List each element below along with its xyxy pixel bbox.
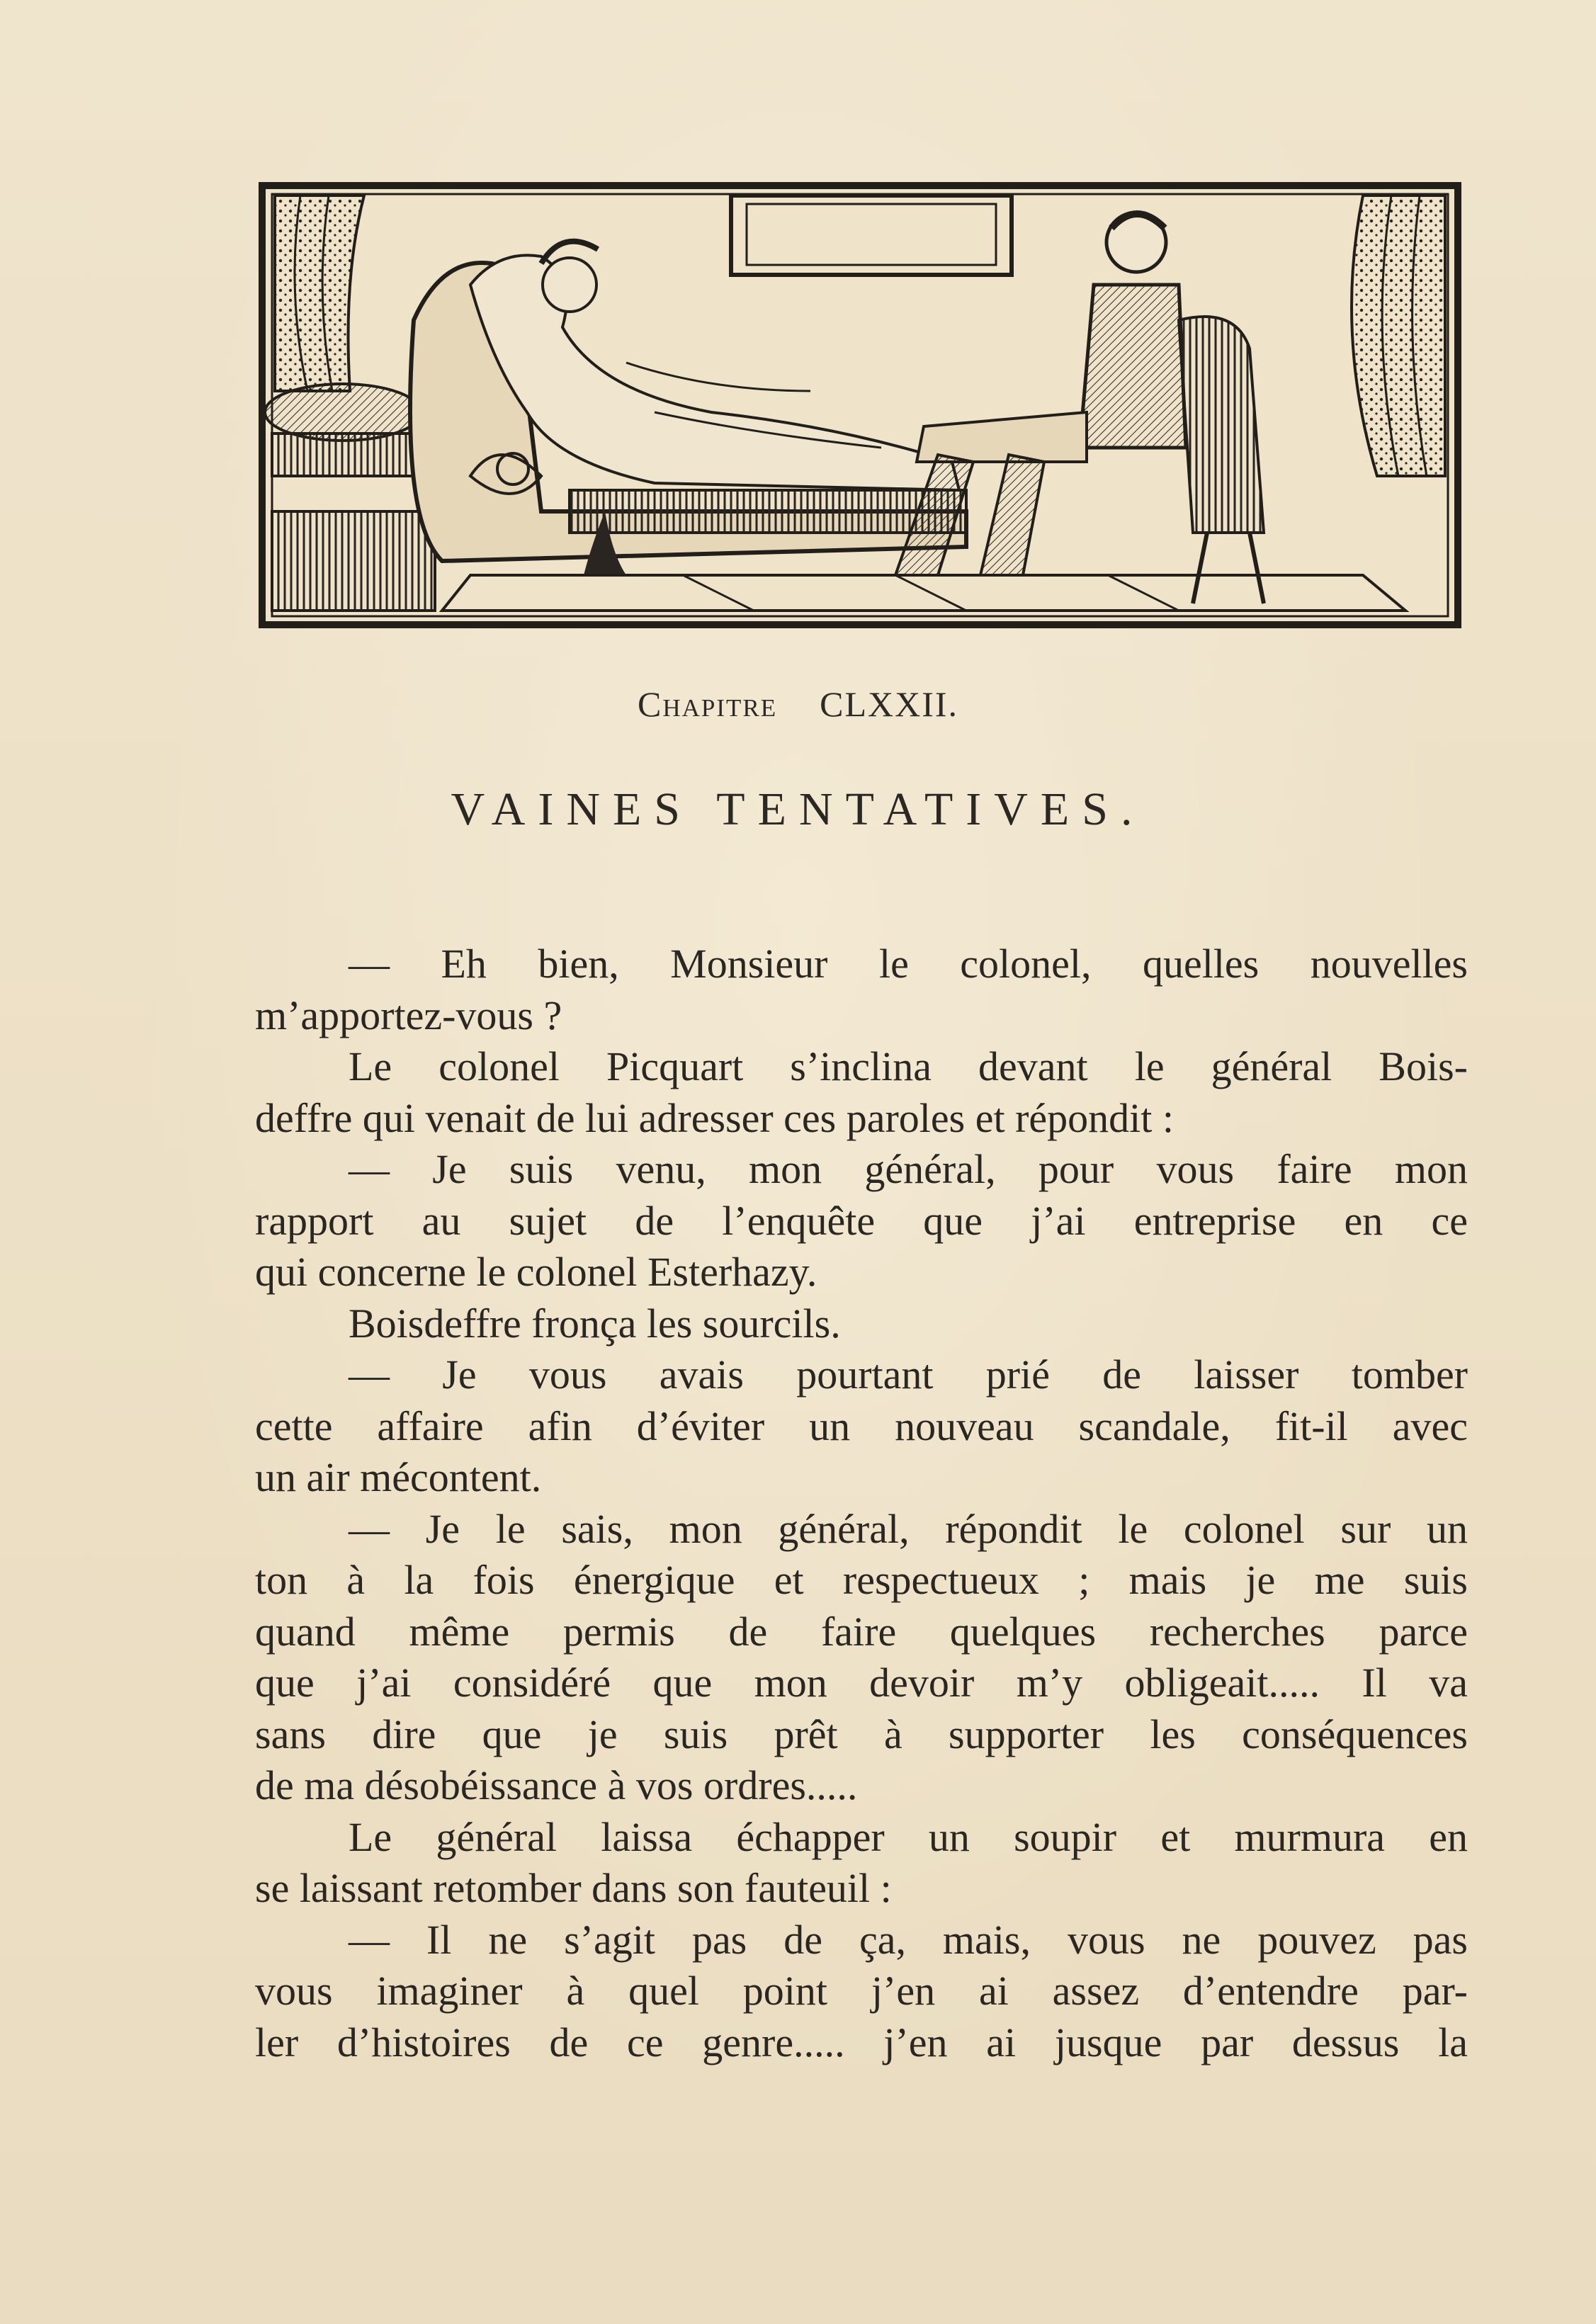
- text-line: — Il ne s’agit pas de ça, mais, vous ne pouvez pas: [349, 1916, 1468, 1963]
- text-line: sans dire que je suis prêt à supporter les conséquences: [255, 1711, 1468, 1757]
- engraving-illustration: [258, 178, 1462, 632]
- text-line: ler d’histoires de ce genre..... j’en ai jusque par dessus la: [255, 2019, 1468, 2065]
- text-line: rapport au sujet de l’enquête que j’ai entreprise en ce: [255, 1197, 1468, 1244]
- text-line: qui concerne le colonel Esterhazy.: [255, 1249, 817, 1295]
- text-line: vous imaginer à quel point j’en ai assez d’entendre par-: [255, 1968, 1468, 2014]
- text-line: quand même permis de faire quelques recherches parce: [255, 1608, 1468, 1655]
- text-line: ton à la fois énergique et respectueux ; mais je me suis: [255, 1557, 1468, 1603]
- text-line: — Eh bien, Monsieur le colonel, quelles nouvelles: [349, 941, 1468, 987]
- chapter-heading: [0, 684, 1596, 725]
- text-line: Boisdeffre fronça les sourcils.: [349, 1300, 841, 1347]
- chapter-label: Chapitre: [637, 684, 778, 724]
- text-line: deffre qui venait de lui adresser ces paroles et répondit :: [255, 1094, 1174, 1141]
- text-line: Le colonel Picquart s’inclina devant le général Bois-: [349, 1043, 1468, 1089]
- text-line: — Je le sais, mon général, répondit le colonel sur un: [349, 1505, 1468, 1552]
- text-line: se laissant retomber dans son fauteuil :: [255, 1865, 892, 1911]
- chapter-number: CLXXII.: [820, 684, 959, 724]
- text-line: — Je suis venu, mon général, pour vous faire mon: [349, 1146, 1468, 1192]
- body-text: [255, 939, 1468, 2068]
- text-line: un air mécontent.: [255, 1454, 542, 1500]
- text-line: — Je vous avais pourtant prié de laisser tomber: [349, 1351, 1468, 1398]
- engraving-vignette: [258, 178, 1462, 632]
- text-line: que j’ai considéré que mon devoir m’y obligeait..... Il va: [255, 1660, 1468, 1706]
- text-line: cette affaire afin d’éviter un nouveau scandale, fit-il avec: [255, 1402, 1468, 1449]
- text-line: Le général laissa échapper un soupir et murmura en: [349, 1813, 1468, 1860]
- chapter-title: VAINES TENTATIVES.: [451, 783, 1145, 835]
- text-line: m’apportez-vous ?: [255, 992, 562, 1038]
- text-line: de ma désobéissance à vos ordres.....: [255, 1762, 858, 1808]
